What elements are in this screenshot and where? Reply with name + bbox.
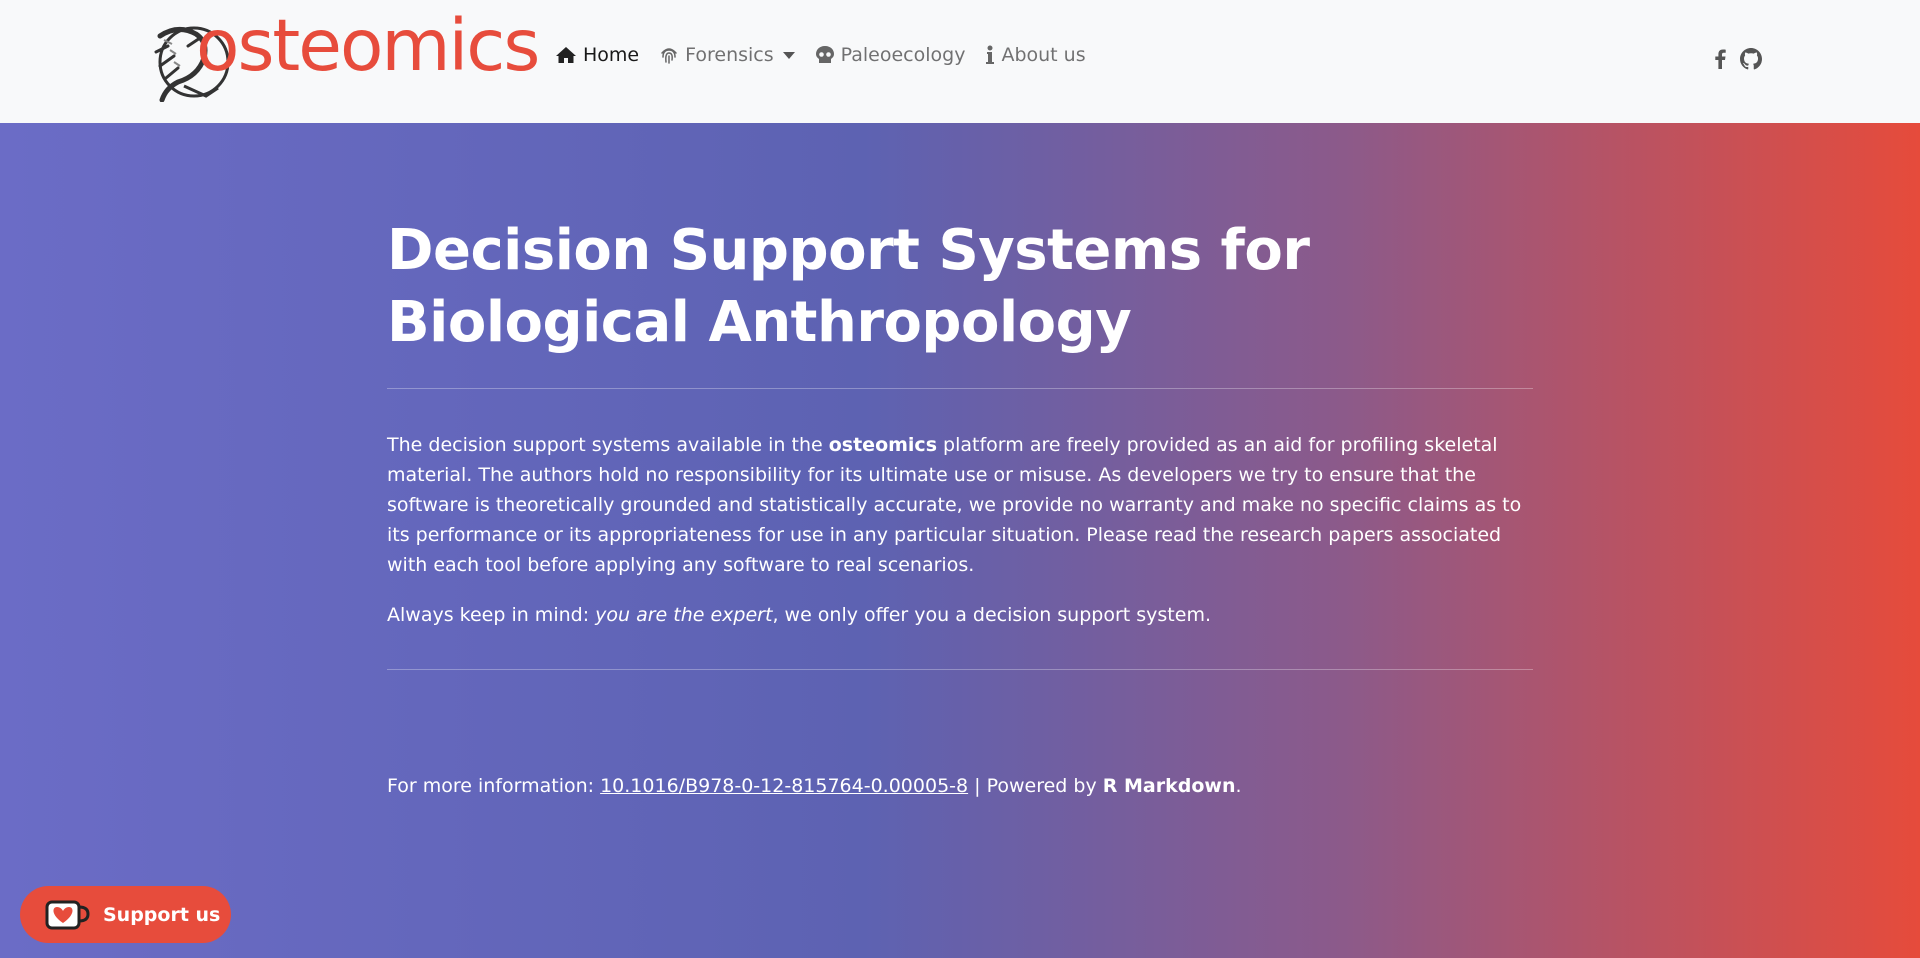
nav-item-about[interactable] — [985, 44, 1085, 66]
fingerprint-icon — [659, 45, 679, 65]
reminder-text-end: , we only offer you a decision support system. — [772, 604, 1211, 626]
skull-icon — [815, 45, 835, 65]
coffee-heart-icon — [45, 900, 91, 930]
doi-link[interactable]: 10.1016/B978-0-12-815764-0.00005-8 — [600, 775, 969, 797]
nav-item-forensics[interactable] — [659, 44, 795, 66]
support-us-button[interactable] — [20, 886, 231, 943]
nav-item-paleoecology[interactable] — [815, 44, 966, 66]
social-links — [1714, 48, 1762, 70]
info-suffix: . — [1235, 775, 1242, 797]
nav-item-home[interactable] — [555, 44, 639, 66]
support-us-label: Support us — [103, 903, 221, 926]
divider — [387, 669, 1533, 670]
navbar — [0, 0, 1920, 123]
facebook-icon[interactable] — [1714, 49, 1726, 69]
main-nav — [555, 44, 1106, 66]
info-icon — [985, 45, 995, 65]
disclaimer-text-start: The decision support systems available in the — [387, 434, 829, 456]
brand-name: osteomics — [196, 4, 539, 87]
info-footer — [387, 771, 1533, 801]
nav-label-forensics: Forensics — [685, 44, 774, 66]
powered-by-text: | Powered by — [968, 775, 1103, 797]
reminder-emphasis: you are the expert — [595, 604, 773, 626]
disclaimer-paragraph — [387, 430, 1533, 580]
powered-by-name: R Markdown — [1102, 775, 1236, 797]
disclaimer-text-end: platform are freely provided as an aid for profiling skeletal material. The authors hold no responsibility for its ultimate use or misuse. As developers we try to ensure that the software is theoretically grounded and statistically accurate, we provide no warranty and make no specific claims as to its performance or its appropriateness for use in any particular situation. Please read the research papers associated with each tool before applying any software to real scenarios. — [387, 434, 1522, 576]
brand-logo-link[interactable] — [148, 4, 539, 106]
reminder-paragraph — [387, 600, 1533, 630]
home-icon — [555, 46, 577, 64]
info-prefix: For more information: — [387, 775, 601, 797]
reminder-text-start: Always keep in mind: — [387, 604, 596, 626]
divider — [387, 388, 1533, 389]
github-icon[interactable] — [1740, 48, 1762, 70]
hero-section — [0, 123, 1920, 958]
nav-label-home: Home — [583, 44, 640, 66]
chevron-down-icon — [783, 52, 795, 59]
nav-label-paleoecology: Paleoecology — [840, 44, 966, 66]
page-title: Decision Support Systems for Biological Anthropology — [387, 218, 1310, 355]
nav-label-about: About us — [1001, 44, 1086, 66]
disclaimer-brand: osteomics — [828, 434, 938, 456]
